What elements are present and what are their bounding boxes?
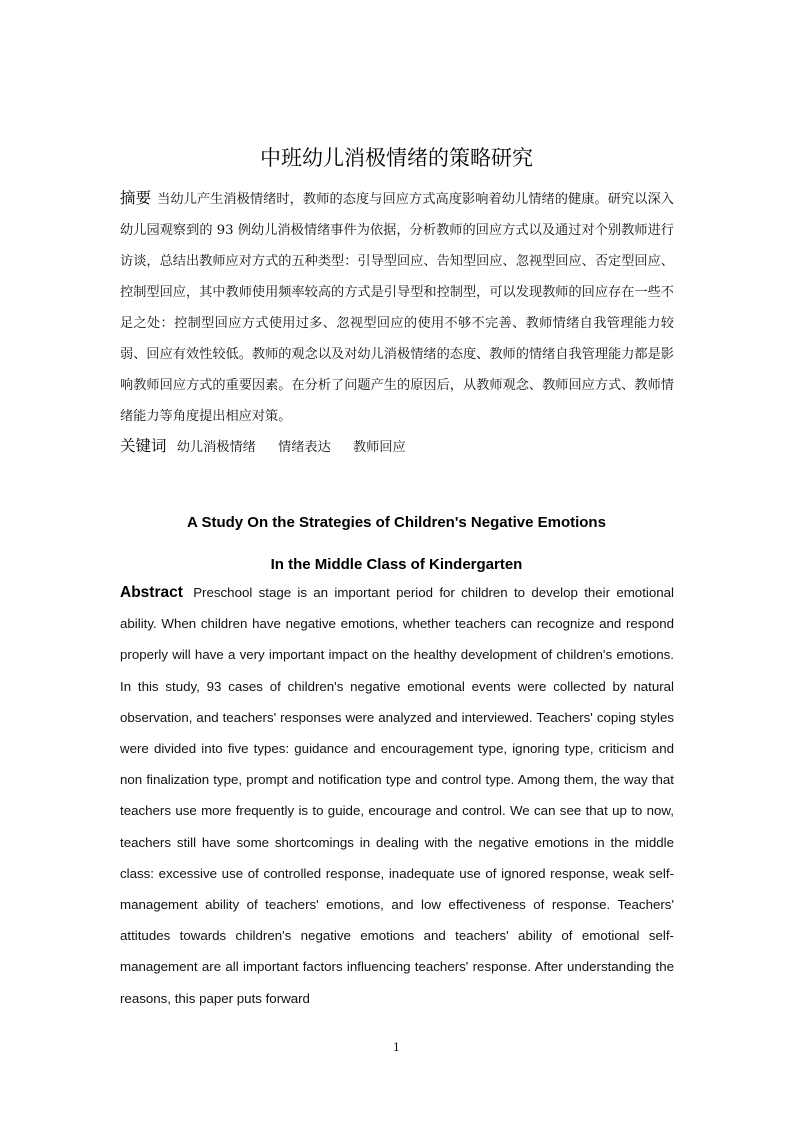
english-title-line2: In the Middle Class of Kindergarten [270,556,523,573]
chinese-keywords [120,432,674,462]
english-abstract [120,577,674,1014]
english-title-line1: A Study On the Strategies of Children's Negative Emotions [187,514,606,531]
keyword-item: 幼儿消极情绪 [176,440,256,455]
keyword-item: 情绪表达 [278,440,331,455]
chinese-title: 中班幼儿消极情绪的策略研究 [260,146,533,170]
keyword-item: 教师回应 [353,440,406,455]
english-abstract-text: Preschool stage is an important period for children to develop their emotional ability. When children have negative emotions, whether teachers can recognize and respond properly will have a very important impact on the healthy development of children's emotions. In this study, 93 cases of children's negative emotional events were collected by natural observation, and teachers' responses were analyzed and interviewed. Teachers' coping styles were divided into five types: guidance and encouragement type, ignoring type, criticism and non finalization type, prompt and notification type and control type. Among them, the way that teachers use more frequently is to guide, encourage and control. We can see that up to now, teachers still have some shortcomings in dealing with the negative emotions in the middle class: excessive use of controlled response, inadequate use of ignored response, weak self-management ability of teachers' emotions, and low effectiveness of response. Teachers' attitudes towards children's negative emotions and teachers' ability of emotional self-management are all important factors influencing teachers' response. After understanding the reasons, this paper puts forward [120,585,674,1006]
chinese-keywords-label: 关键词 [120,437,167,455]
page-number: 1 [393,1041,400,1054]
chinese-abstract [120,183,674,432]
chinese-abstract-label: 摘要 [120,189,152,207]
english-abstract-label: Abstract [120,584,183,601]
chinese-abstract-text: 当幼儿产生消极情绪时，教师的态度与回应方式高度影响着幼儿情绪的健康。研究以深入幼儿园观察到的 93 例幼儿消极情绪事件为依据，分析教师的回应方式以及通过对个别教师进行访谈，总结出教师应对方式的五种类型：引导型回应、告知型回应、忽视型回应、否定型回应、控制型回应，其中教师使用频率较高的方式是引导型和控制型，可以发现教师的回应存在一些不足之处：控制型回应方式使用过多、忽视型回应的使用不够不完善、教师情绪自我管理能力较弱、回应有效性较低。教师的观念以及对幼儿消极情绪的态度、教师的情绪自我管理能力都是影响教师回应方式的重要因素。在分析了问题产生的原因后，从教师观念、教师回应方式、教师情绪能力等角度提出相应对策。 [120,192,674,424]
